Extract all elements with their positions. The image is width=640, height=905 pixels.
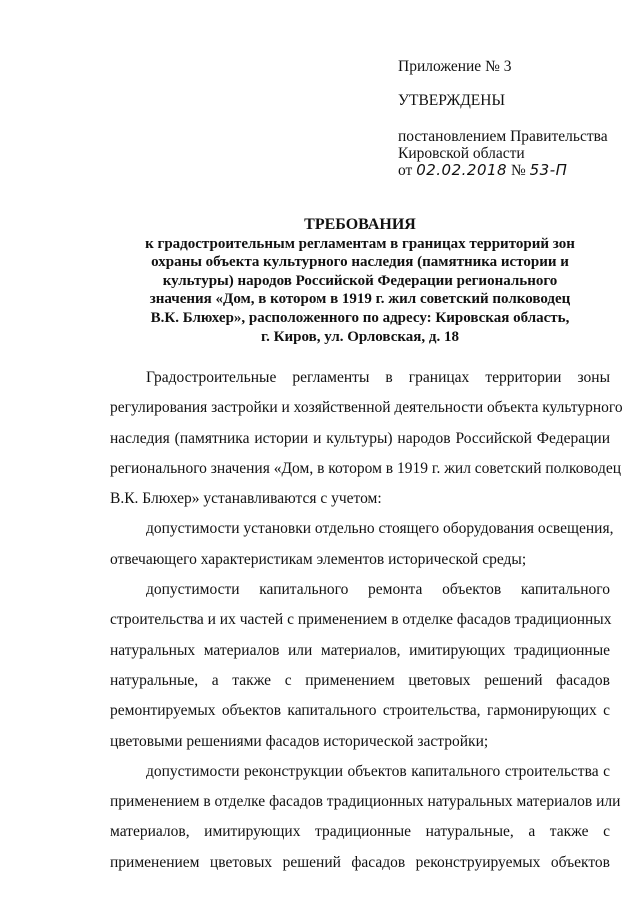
title-heading: ТРЕБОВАНИЯ <box>304 216 416 233</box>
handwritten-date: 02.02.2018 <box>416 161 508 179</box>
body-line: применением в отделке фасадов традиционных натуральных материалов или <box>110 793 621 811</box>
body-line: В.К. Блюхер» устанавливаются с учетом: <box>110 490 382 508</box>
body-line: материалов, имитирующих традиционные натуральные, а также с <box>110 823 610 841</box>
body-line: Градостроительные регламенты в границах территории зоны <box>146 369 610 386</box>
title-line: к градостроительным регламентам в границах территорий зон <box>145 235 575 252</box>
title-line: охраны объекта культурного наследия (памятника истории и <box>151 254 569 271</box>
date-prefix: от <box>398 162 413 179</box>
body-line: допустимости установки отдельно стоящего оборудования освещения, <box>146 520 614 538</box>
body-line: допустимости капитального ремонта объектов капитального <box>146 581 610 599</box>
body-line: натуральных материалов или материалов, имитирующих традиционные <box>110 641 610 659</box>
approval-block <box>398 58 608 179</box>
number-prefix: № <box>510 162 526 179</box>
body-line: регионального значения «Дом, в котором в 1919 г. жил советский полководец <box>110 459 622 477</box>
title-line: значения «Дом, в котором в 1919 г. жил советский полководец <box>149 291 571 308</box>
appendix-number: Приложение № 3 <box>398 58 512 75</box>
body-line: ремонтируемых объектов капитального строительства, гармонирующих с <box>110 702 610 720</box>
body-line: регулирования застройки и хозяйственной деятельности объекта культурного <box>110 399 623 417</box>
body-line: натуральные, а также с применением цветовых решений фасадов <box>110 671 610 689</box>
body-line: допустимости реконструкции объектов капитального строительства с <box>146 762 610 780</box>
approved-heading: УТВЕРЖДЕНЫ <box>398 92 505 109</box>
approval-line-2: Кировской области <box>398 145 525 162</box>
body-line: наследия (памятника истории и культуры) народов Российской Федерации <box>110 429 610 447</box>
approval-date-row <box>398 162 608 179</box>
handwritten-number: 53-П <box>529 161 568 179</box>
body-line: применением цветовых решений фасадов реконструируемых объектов <box>110 853 610 871</box>
body-line: цветовыми решениями фасадов исторической застройки; <box>110 732 489 750</box>
title-line: культуры) народов Российской Федерации регионального <box>162 272 558 289</box>
document-body <box>110 368 623 883</box>
body-line: строительства и их частей с применением в отделке фасадов традиционных <box>110 611 612 629</box>
document-title <box>100 216 620 346</box>
title-line: г. Киров, ул. Орловская, д. 18 <box>261 328 459 345</box>
title-line: В.К. Блюхер», расположенного по адресу: Кировская область, <box>150 309 570 326</box>
approval-line-1: постановлением Правительства <box>398 128 608 145</box>
body-line: отвечающего характеристикам элементов исторической среды; <box>110 550 527 568</box>
